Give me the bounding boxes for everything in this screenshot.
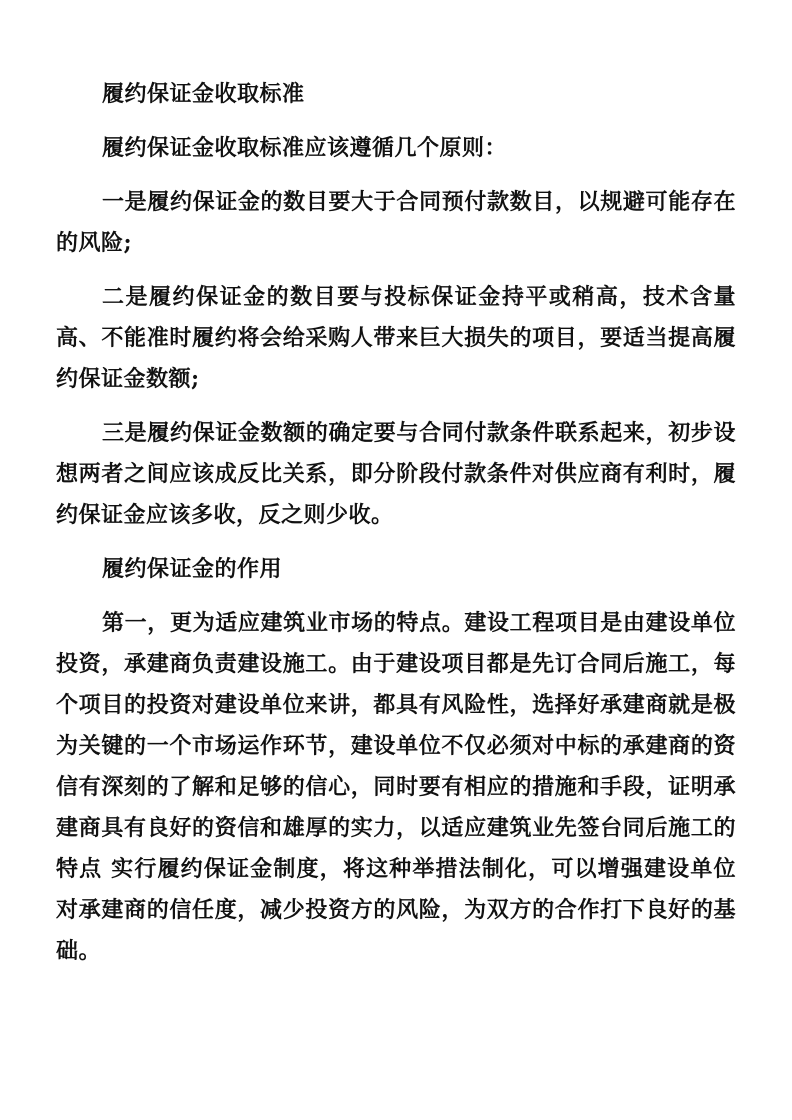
principle-one: 一是履约保证金的数目要大于合同预付款数目，以规避可能存在的风险; (56, 189, 736, 256)
principles-intro: 履约保证金收取标准应该遵循几个原则： (102, 135, 508, 161)
heading-collection-standard: 履约保证金收取标准 (102, 81, 305, 107)
heading-function: 履约保证金的作用 (102, 556, 283, 582)
document-body (56, 74, 736, 985)
function-first: 第一，更为适应建筑业市场的特点。建设工程项目是由建设单位投资，承建商负责建设施工。由于建设项目都是先订合同后施工，每个项目的投资对建设单位来讲，都具有风险性，选择好承建商就是极为关键的一个市场运作环节，建设单位不仅必须对中标的承建商的资信有深刻的了解和足够的信心，同时要有相应的措施和手段，证明承建商具有良好的资信和雄厚的实力，以适应建筑业先签台同后施工的特点 实行履约保证金制度，将这种举措法制化，可以增强建设单位对承建商的信任度，减少投资方的风险，为双方的合作打下良好的基础。 (56, 610, 736, 964)
principle-three: 三是履约保证金数额的确定要与合同付款条件联系起来，初步设想两者之间应该成反比关系，即分阶段付款条件对供应商有利时，履约保证金应该多收，反之则少收。 (56, 420, 736, 528)
principle-two: 二是履约保证金的数目要与投标保证金持平或稍高，技术含量高、不能准时履约将会给采购人带来巨大损失的项目，要适当提高履约保证金数额; (56, 284, 736, 392)
